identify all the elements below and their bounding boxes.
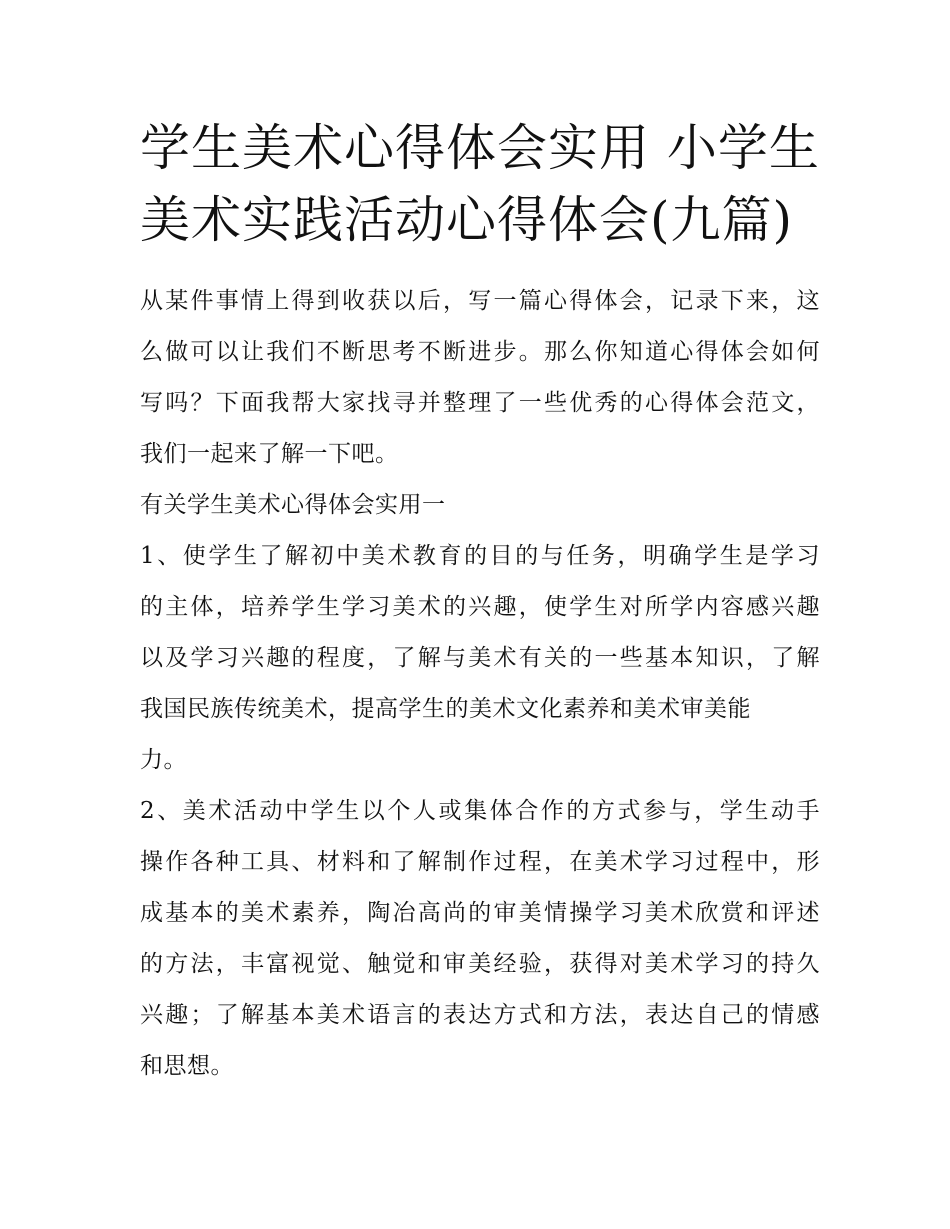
item-1-line-5: 力。 — [140, 747, 187, 773]
intro-line-2: 么做可以让我们不断思考不断进步。那么你知道心得体会如何 — [140, 339, 820, 365]
intro-line-1: 从某件事情上得到收获以后，写一篇心得体会，记录下来，这 — [140, 288, 820, 314]
item-1-line-1: 1、使学生了解初中美术教育的目的与任务，明确学生是学习 — [140, 543, 820, 569]
item-2-line-4: 的方法，丰富视觉、触觉和审美经验，获得对美术学习的持久 — [140, 951, 820, 977]
document-title — [140, 112, 820, 256]
item-1-line-2: 的主体，培养学生学习美术的兴趣，使学生对所学内容感兴趣 — [140, 594, 820, 620]
item-2-line-3: 成基本的美术素养，陶冶高尚的审美情操学习美术欣赏和评述 — [140, 900, 820, 926]
title-line-1: 学生美术心得体会实用 小学生 — [140, 119, 820, 177]
intro-line-3: 写吗？下面我帮大家找寻并整理了一些优秀的心得体会范文， — [140, 390, 820, 416]
item-2-line-5: 兴趣；了解基本美术语言的表达方式和方法，表达自己的情感 — [140, 1002, 820, 1028]
item-2-paragraph — [140, 786, 820, 1092]
section-heading-paragraph — [140, 480, 820, 531]
item-1-paragraph — [140, 531, 820, 786]
section-heading: 有关学生美术心得体会实用一 — [140, 492, 446, 518]
item-2-line-6: 和思想。 — [140, 1053, 234, 1079]
item-1-line-4: 我国民族传统美术，提高学生的美术文化素养和美术审美能 — [140, 696, 751, 722]
document-body — [140, 276, 820, 1092]
item-2-line-2: 操作各种工具、材料和了解制作过程，在美术学习过程中，形 — [140, 849, 820, 875]
intro-paragraph — [140, 276, 820, 480]
title-line-2: 美术实践活动心得体会(九篇) — [140, 191, 794, 249]
item-2-line-1: 2、美术活动中学生以个人或集体合作的方式参与，学生动手 — [140, 798, 820, 824]
intro-line-4: 我们一起来了解一下吧。 — [140, 441, 399, 467]
item-1-line-3: 以及学习兴趣的程度，了解与美术有关的一些基本知识，了解 — [140, 645, 820, 671]
